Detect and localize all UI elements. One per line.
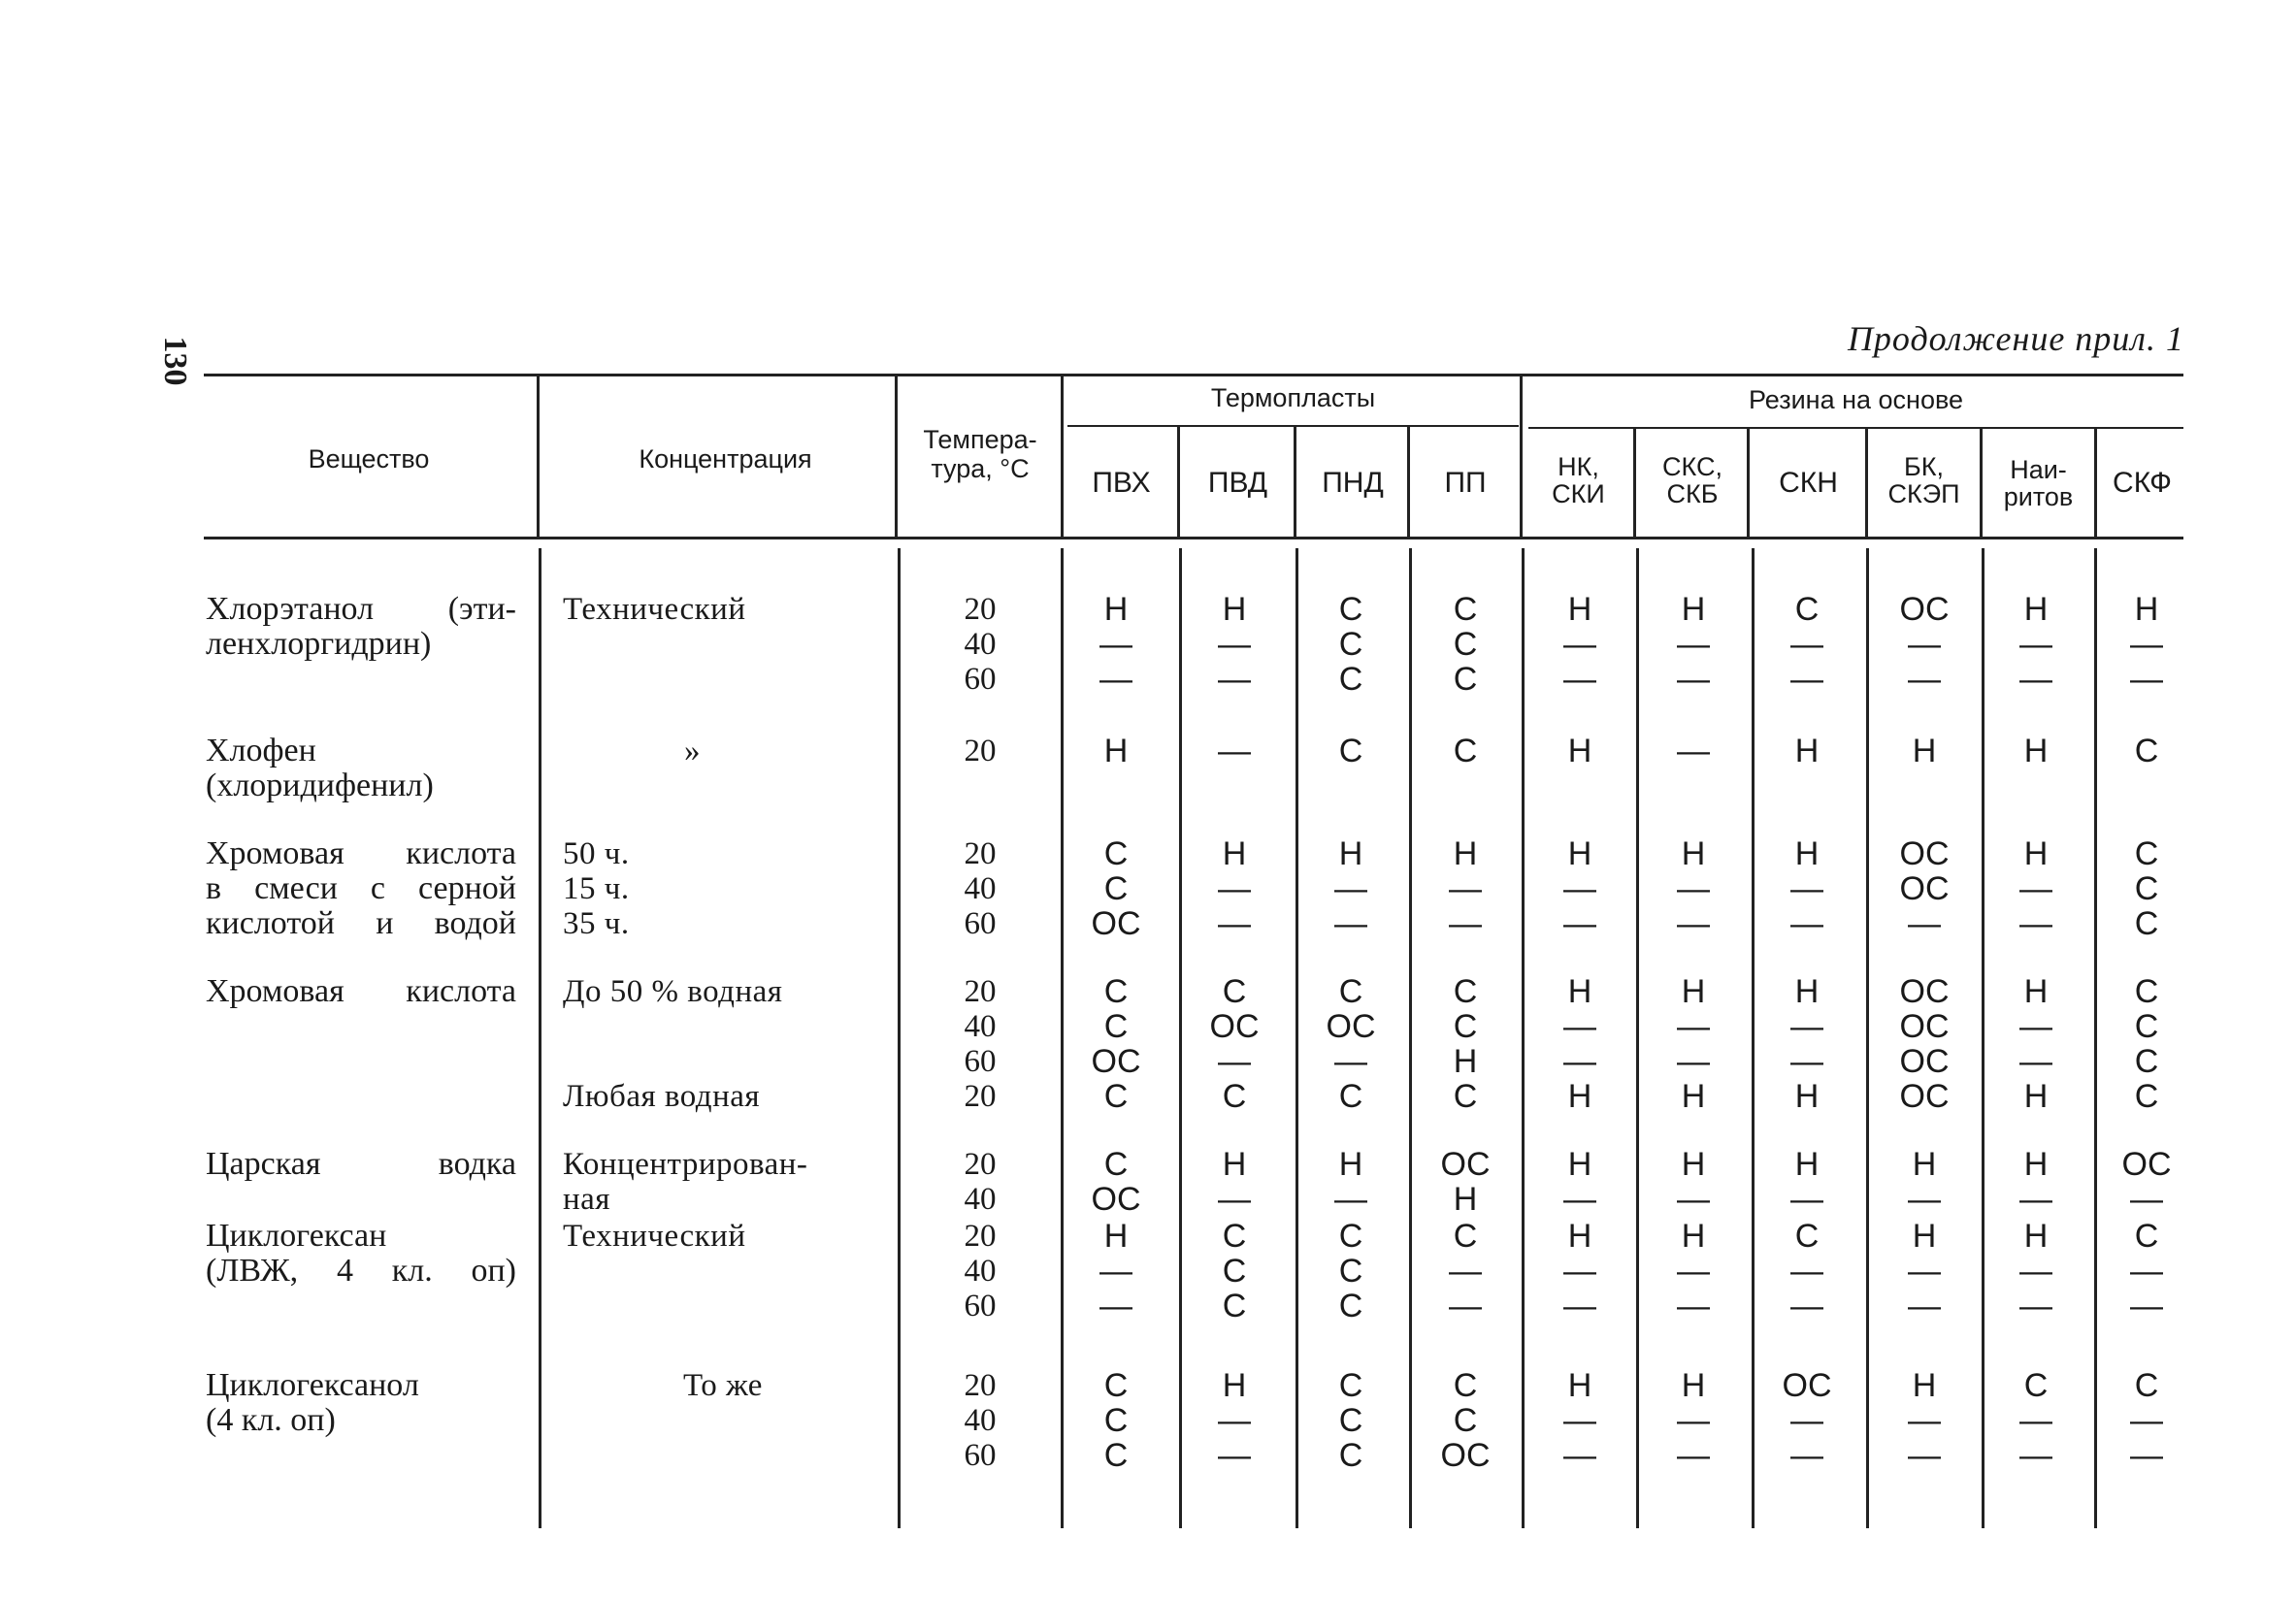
- col-rule: [1296, 548, 1298, 1528]
- resistance-cell: Н — —: [1908, 1218, 1941, 1324]
- rubber-group-rule: [1528, 427, 2183, 429]
- resistance-cell: С ОС — С: [1209, 973, 1260, 1115]
- resistance-cell: Н —: [1563, 1146, 1596, 1218]
- resistance-cell: С С С: [1453, 591, 1478, 698]
- table-top-rule: [204, 374, 2183, 376]
- header-col-bk-skep: БК, СКЭП: [1887, 452, 1960, 508]
- col-rule: [1636, 548, 1639, 1528]
- resistance-cell: Н — —: [1334, 835, 1367, 942]
- resistance-cell: ОС Н: [1440, 1146, 1491, 1218]
- resistance-cell: С С С: [1222, 1218, 1247, 1324]
- col-rule: [2094, 548, 2097, 1528]
- resistance-cell: С: [2134, 733, 2159, 769]
- concentration-cell: 50 ч. 15 ч. 35 ч.: [563, 836, 630, 941]
- resistance-cell: Н — —: [1563, 835, 1596, 942]
- header-col-skn: СКН: [1779, 467, 1838, 499]
- resistance-cell: С С С С: [2134, 973, 2159, 1115]
- resistance-cell: С С ОС С: [1091, 973, 1141, 1115]
- resistance-cell: С — —: [2130, 1218, 2163, 1324]
- temperature-cell: 20 40 60: [964, 1368, 997, 1473]
- header-col-pvd: ПВД: [1207, 467, 1268, 499]
- resistance-cell: Н — —: [1563, 1218, 1596, 1324]
- header-group-rubber: Резина на основе: [1748, 385, 1964, 414]
- col-rule: [1982, 548, 1984, 1528]
- resistance-cell: Н — —: [1099, 1218, 1132, 1324]
- header-col-sks-skb: СКС, СКБ: [1662, 452, 1722, 508]
- header-group-thermoplastics: Термопласты: [1210, 383, 1376, 412]
- resistance-cell: С ОС — С: [1326, 973, 1376, 1115]
- resistance-cell: С: [1338, 733, 1363, 769]
- col-rule: [1522, 548, 1525, 1528]
- temperature-cell: 20 40 60: [964, 1219, 997, 1323]
- resistance-cell: С С С: [2134, 835, 2159, 942]
- resistance-cell: С ОС: [1091, 1146, 1141, 1218]
- col-rule: [1747, 429, 1750, 537]
- resistance-cell: Н — —: [1563, 1367, 1596, 1474]
- resistance-cell: ОС —: [2121, 1146, 2172, 1218]
- concentration-cell: Технический: [563, 592, 746, 627]
- resistance-cell: С: [1453, 733, 1478, 769]
- header-concentration: Концентрация: [639, 444, 812, 474]
- resistance-cell: С С ОС: [1091, 835, 1141, 942]
- resistance-cell: Н —: [1908, 1146, 1941, 1218]
- concentration-cell: Технический: [563, 1219, 746, 1254]
- resistance-cell: Н — —: [2019, 835, 2052, 942]
- header-col-pp: ПП: [1444, 467, 1487, 499]
- resistance-cell: Н — —: [2019, 1218, 2052, 1324]
- resistance-cell: ОС ОС —: [1899, 835, 1950, 942]
- resistance-cell: ОС — —: [1899, 591, 1950, 698]
- resistance-cell: Н: [1103, 733, 1129, 769]
- substance-cell: Хромовая кислота в смеси с серной кислотой и водой: [206, 835, 516, 941]
- col-rule: [1179, 548, 1182, 1528]
- continuation-label: Продолжение прил. 1: [1847, 319, 2184, 358]
- header-substance: Вещество: [308, 444, 430, 474]
- resistance-cell: Н —: [2019, 1146, 2052, 1218]
- resistance-cell: Н: [1912, 733, 1937, 769]
- header-bottom-rule: [204, 537, 2183, 539]
- resistance-cell: С С С: [1338, 1218, 1363, 1324]
- col-rule: [1520, 376, 1523, 537]
- resistance-cell: Н — —: [1218, 591, 1251, 698]
- resistance-cell: Н — —: [1677, 591, 1710, 698]
- substance-cell: Хлорэтанол (эти- ленхлоргидрин): [206, 591, 516, 662]
- col-rule: [1407, 427, 1410, 537]
- resistance-cell: Н — — Н: [1677, 973, 1710, 1115]
- temperature-cell: 20 40 60: [964, 836, 997, 941]
- resistance-cell: ОС — —: [1782, 1367, 1832, 1474]
- header-col-pvh: ПВХ: [1092, 467, 1151, 499]
- resistance-cell: Н — —: [1218, 835, 1251, 942]
- resistance-cell: С — —: [1449, 1218, 1482, 1324]
- resistance-cell: ОС ОС ОС ОС: [1899, 973, 1950, 1115]
- col-rule: [1752, 548, 1755, 1528]
- header-temperature: Темпера- тура, °C: [923, 425, 1037, 483]
- header-col-nairitov: Наи- ритов: [2003, 455, 2074, 511]
- resistance-cell: Н — —: [1677, 1367, 1710, 1474]
- col-rule: [898, 548, 901, 1528]
- resistance-cell: Н — —: [1218, 1367, 1251, 1474]
- resistance-cell: Н — —: [1677, 1218, 1710, 1324]
- substance-cell: Циклогексанол (4 кл. оп): [206, 1367, 419, 1438]
- substance-cell: Царская водка: [206, 1146, 516, 1182]
- substance-cell: Циклогексан (ЛВЖ, 4 кл. оп): [206, 1218, 516, 1289]
- resistance-cell: Н — —: [1563, 591, 1596, 698]
- substance-cell: Хромовая кислота: [206, 973, 516, 1009]
- resistance-cell: Н — —: [1449, 835, 1482, 942]
- col-rule: [537, 376, 540, 537]
- col-rule: [1177, 427, 1180, 537]
- resistance-cell: Н — — Н: [1790, 973, 1823, 1115]
- concentration-cell: То же: [683, 1368, 763, 1403]
- temperature-cell: 20 40 60 20: [964, 974, 997, 1114]
- col-rule: [895, 376, 898, 537]
- resistance-cell: С — —: [1790, 1218, 1823, 1324]
- header-col-skf: СКФ: [2113, 467, 2172, 499]
- resistance-cell: С С С: [1338, 591, 1363, 698]
- page-number: 130: [157, 336, 193, 386]
- resistance-cell: С — —: [2019, 1367, 2052, 1474]
- resistance-cell: Н — —: [1908, 1367, 1941, 1474]
- temperature-cell: 20 40 60: [964, 592, 997, 697]
- col-rule: [1294, 427, 1296, 537]
- resistance-cell: Н — —: [2019, 591, 2052, 698]
- substance-cell: Хлофен (хлоридифенил): [206, 733, 434, 803]
- temperature-cell: 20 40: [964, 1147, 997, 1217]
- resistance-cell: Н — —: [1790, 835, 1823, 942]
- resistance-cell: Н — —: [1099, 591, 1132, 698]
- resistance-cell: С С ОС: [1440, 1367, 1491, 1474]
- resistance-cell: Н: [1567, 733, 1592, 769]
- resistance-cell: С — —: [2130, 1367, 2163, 1474]
- resistance-cell: С С Н С: [1453, 973, 1478, 1115]
- resistance-cell: —: [1218, 733, 1251, 769]
- col-rule: [1061, 548, 1064, 1528]
- resistance-cell: С С С: [1103, 1367, 1129, 1474]
- resistance-cell: Н — —: [1677, 835, 1710, 942]
- header-col-pnd: ПНД: [1322, 467, 1384, 499]
- header-col-nk-ski: НК, СКИ: [1552, 452, 1605, 508]
- resistance-cell: Н — —: [2130, 591, 2163, 698]
- temperature-cell: 20: [964, 734, 997, 768]
- resistance-cell: Н —: [1790, 1146, 1823, 1218]
- resistance-cell: С — —: [1790, 591, 1823, 698]
- concentration-cell: »: [684, 734, 701, 768]
- concentration-cell: До 50 % водная Любая водная: [563, 974, 783, 1114]
- resistance-cell: Н: [2023, 733, 2049, 769]
- resistance-cell: Н — — Н: [1563, 973, 1596, 1115]
- col-rule: [1633, 429, 1636, 537]
- col-rule: [1409, 548, 1412, 1528]
- resistance-cell: Н: [1794, 733, 1820, 769]
- resistance-cell: С С С: [1338, 1367, 1363, 1474]
- col-rule: [1866, 548, 1869, 1528]
- resistance-cell: Н —: [1334, 1146, 1367, 1218]
- col-rule: [1061, 376, 1064, 537]
- resistance-cell: Н —: [1218, 1146, 1251, 1218]
- resistance-cell: Н —: [1677, 1146, 1710, 1218]
- concentration-cell: Концентрирован- ная: [563, 1147, 808, 1217]
- resistance-cell: —: [1677, 733, 1710, 769]
- col-rule: [539, 548, 541, 1528]
- resistance-cell: Н — — Н: [2019, 973, 2052, 1115]
